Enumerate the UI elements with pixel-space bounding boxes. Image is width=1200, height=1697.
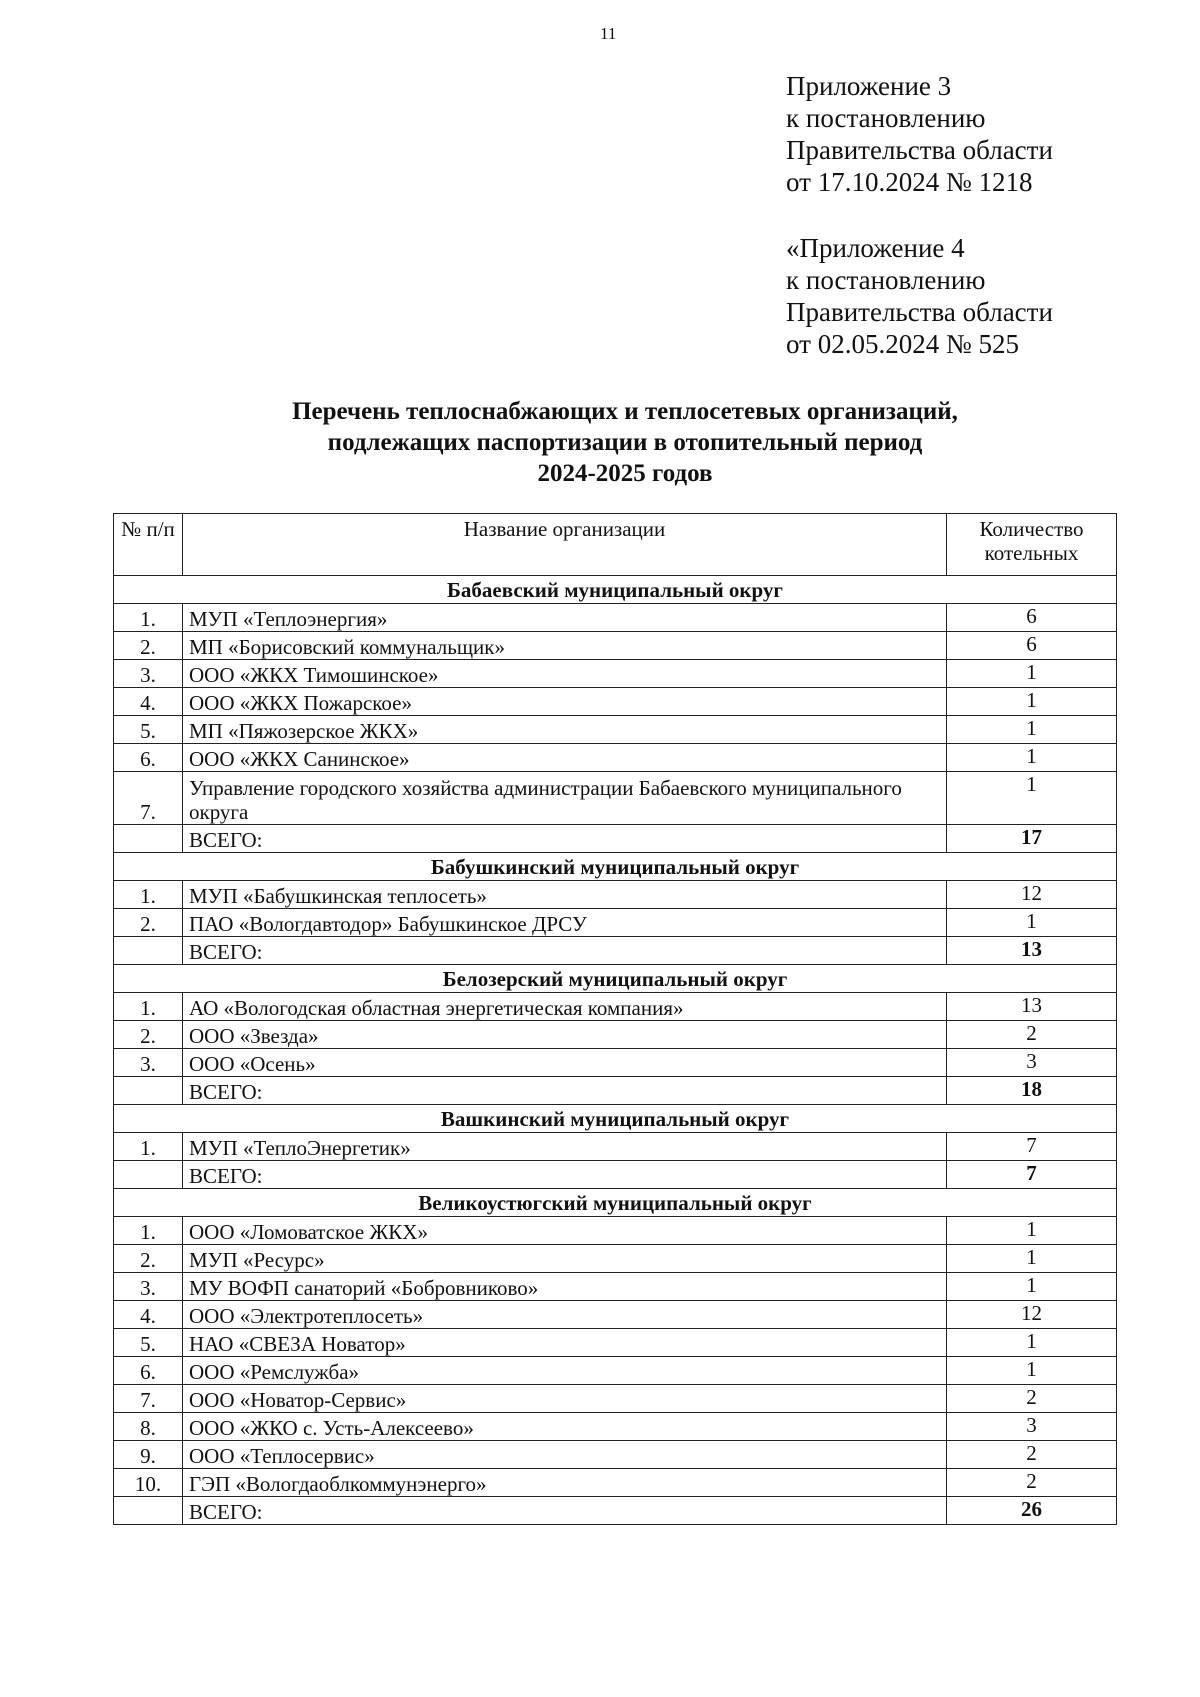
district-name: Бабаевский муниципальный округ: [114, 576, 1117, 604]
organization-name: ООО «ЖКХ Тимошинское»: [183, 660, 947, 688]
page-number: 11: [600, 24, 617, 43]
boiler-count: 13: [947, 993, 1117, 1021]
district-name: Вашкинский муниципальный округ: [114, 1105, 1117, 1133]
boiler-count: 2: [947, 1021, 1117, 1049]
boiler-count: 1: [947, 660, 1117, 688]
row-number: 4.: [114, 688, 183, 716]
organization-name: МУП «ТеплоЭнергетик»: [183, 1133, 947, 1161]
organization-name: ООО «Ломоватское ЖКХ»: [183, 1217, 947, 1245]
total-value: 13: [947, 937, 1117, 965]
appendix-line: Приложение 3: [786, 71, 952, 101]
total-value: 26: [947, 1497, 1117, 1525]
table-row: [114, 772, 1117, 825]
appendix-3-block: [786, 70, 1053, 198]
boiler-count: 2: [947, 1441, 1117, 1469]
table-row: [114, 716, 1117, 744]
boiler-count: 3: [947, 1413, 1117, 1441]
row-number: 7.: [114, 772, 183, 825]
organization-name: АО «Вологодская областная энергетическая компания»: [183, 993, 947, 1021]
row-number: 1.: [114, 604, 183, 632]
row-number: 8.: [114, 1413, 183, 1441]
table-row: [114, 1021, 1117, 1049]
table-row: [114, 1385, 1117, 1413]
appendix-line: к постановлению: [786, 103, 986, 133]
boiler-count: 1: [947, 1329, 1117, 1357]
total-label: ВСЕГО:: [183, 1497, 947, 1525]
organization-name: МУП «Теплоэнергия»: [183, 604, 947, 632]
organization-name: ООО «ЖКХ Санинское»: [183, 744, 947, 772]
boiler-count: 6: [947, 632, 1117, 660]
boiler-count: 12: [947, 1301, 1117, 1329]
organization-name: ООО «Теплосервис»: [183, 1441, 947, 1469]
total-label: ВСЕГО:: [183, 937, 947, 965]
row-number: 2.: [114, 632, 183, 660]
row-number: 1.: [114, 993, 183, 1021]
district-group-row: [114, 853, 1117, 881]
organization-name: ООО «Звезда»: [183, 1021, 947, 1049]
table-row: [114, 1441, 1117, 1469]
total-empty-cell: [114, 825, 183, 853]
district-group-row: [114, 1189, 1117, 1217]
total-row: [114, 937, 1117, 965]
boiler-count: 2: [947, 1385, 1117, 1413]
total-row: [114, 1077, 1117, 1105]
organization-name: МУ ВОФП санаторий «Бобровниково»: [183, 1273, 947, 1301]
table-row: [114, 632, 1117, 660]
organization-name: ООО «Осень»: [183, 1049, 947, 1077]
row-number: 1.: [114, 881, 183, 909]
title-line: 2024-2025 годов: [537, 460, 713, 487]
organization-name: Управление городского хозяйства администрации Бабаевского муниципального округа: [183, 772, 947, 825]
total-row: [114, 1497, 1117, 1525]
total-empty-cell: [114, 1497, 183, 1525]
total-label: ВСЕГО:: [183, 1077, 947, 1105]
boiler-count: 1: [947, 772, 1117, 825]
row-number: 2.: [114, 1021, 183, 1049]
table-row: [114, 688, 1117, 716]
header-qty: Количество котельных: [947, 514, 1117, 576]
organization-name: МП «Пяжозерское ЖКХ»: [183, 716, 947, 744]
district-name: Белозерский муниципальный округ: [114, 965, 1117, 993]
boiler-count: 1: [947, 744, 1117, 772]
boiler-count: 1: [947, 1217, 1117, 1245]
row-number: 3.: [114, 1049, 183, 1077]
boiler-count: 1: [947, 716, 1117, 744]
row-number: 5.: [114, 1329, 183, 1357]
row-number: 4.: [114, 1301, 183, 1329]
row-number: 2.: [114, 909, 183, 937]
table-row: [114, 604, 1117, 632]
boiler-count: 1: [947, 1245, 1117, 1273]
row-number: 3.: [114, 1273, 183, 1301]
boiler-count: 1: [947, 688, 1117, 716]
table-row: [114, 744, 1117, 772]
boiler-count: 7: [947, 1133, 1117, 1161]
row-number: 6.: [114, 1357, 183, 1385]
organization-name: НАО «СВЕЗА Новатор»: [183, 1329, 947, 1357]
table-header-row: [114, 514, 1117, 576]
table-row: [114, 1301, 1117, 1329]
table-body: [114, 576, 1117, 1525]
table-row: [114, 1217, 1117, 1245]
row-number: 5.: [114, 716, 183, 744]
total-row: [114, 825, 1117, 853]
organization-name: ООО «Электротеплосеть»: [183, 1301, 947, 1329]
organization-name: МП «Борисовский коммунальщик»: [183, 632, 947, 660]
district-group-row: [114, 576, 1117, 604]
total-label: ВСЕГО:: [183, 1161, 947, 1189]
table-row: [114, 1329, 1117, 1357]
table-row: [114, 993, 1117, 1021]
total-empty-cell: [114, 1161, 183, 1189]
boiler-count: 1: [947, 1357, 1117, 1385]
organization-name: ООО «ЖКХ Пожарское»: [183, 688, 947, 716]
organization-name: ООО «Новатор-Сервис»: [183, 1385, 947, 1413]
row-number: 10.: [114, 1469, 183, 1497]
total-value: 18: [947, 1077, 1117, 1105]
organization-name: ООО «Ремслужба»: [183, 1357, 947, 1385]
table-row: [114, 1273, 1117, 1301]
table-row: [114, 1245, 1117, 1273]
appendix-line: к постановлению: [786, 265, 986, 295]
total-empty-cell: [114, 1077, 183, 1105]
total-label: ВСЕГО:: [183, 825, 947, 853]
table-row: [114, 1049, 1117, 1077]
row-number: 6.: [114, 744, 183, 772]
organization-name: ООО «ЖКО с. Усть-Алексеево»: [183, 1413, 947, 1441]
organization-name: МУП «Ресурс»: [183, 1245, 947, 1273]
row-number: 1.: [114, 1133, 183, 1161]
boiler-count: 1: [947, 909, 1117, 937]
total-value: 7: [947, 1161, 1117, 1189]
appendix-line: Правительства области: [786, 135, 1053, 165]
total-value: 17: [947, 825, 1117, 853]
boiler-count: 3: [947, 1049, 1117, 1077]
title-line: подлежащих паспортизации в отопительный период: [327, 429, 923, 456]
row-number: 2.: [114, 1245, 183, 1273]
organization-name: ГЭП «Вологдаоблкоммунэнерго»: [183, 1469, 947, 1497]
appendix-4-block: [786, 232, 1053, 360]
table-row: [114, 909, 1117, 937]
table-row: [114, 660, 1117, 688]
title-line: Перечень теплоснабжающих и теплосетевых организаций,: [292, 398, 958, 425]
header-num: № п/п: [114, 514, 183, 576]
row-number: 1.: [114, 1217, 183, 1245]
district-group-row: [114, 965, 1117, 993]
organization-name: МУП «Бабушкинская теплосеть»: [183, 881, 947, 909]
table-row: [114, 881, 1117, 909]
boiler-count: 6: [947, 604, 1117, 632]
document-title: [150, 396, 1100, 489]
organizations-table: [113, 513, 1117, 1525]
boiler-count: 12: [947, 881, 1117, 909]
row-number: 3.: [114, 660, 183, 688]
row-number: 7.: [114, 1385, 183, 1413]
table-row: [114, 1357, 1117, 1385]
organization-name: ПАО «Вологдавтодор» Бабушкинское ДРСУ: [183, 909, 947, 937]
appendix-line: от 17.10.2024 № 1218: [786, 167, 1033, 197]
table-row: [114, 1469, 1117, 1497]
district-name: Бабушкинский муниципальный округ: [114, 853, 1117, 881]
table-row: [114, 1133, 1117, 1161]
boiler-count: 1: [947, 1273, 1117, 1301]
appendix-line: от 02.05.2024 № 525: [786, 329, 1019, 359]
total-empty-cell: [114, 937, 183, 965]
district-group-row: [114, 1105, 1117, 1133]
boiler-count: 2: [947, 1469, 1117, 1497]
table-row: [114, 1413, 1117, 1441]
appendix-line: «Приложение 4: [786, 233, 965, 263]
row-number: 9.: [114, 1441, 183, 1469]
district-name: Великоустюгский муниципальный округ: [114, 1189, 1117, 1217]
appendix-line: Правительства области: [786, 297, 1053, 327]
total-row: [114, 1161, 1117, 1189]
header-name: Название организации: [183, 514, 947, 576]
